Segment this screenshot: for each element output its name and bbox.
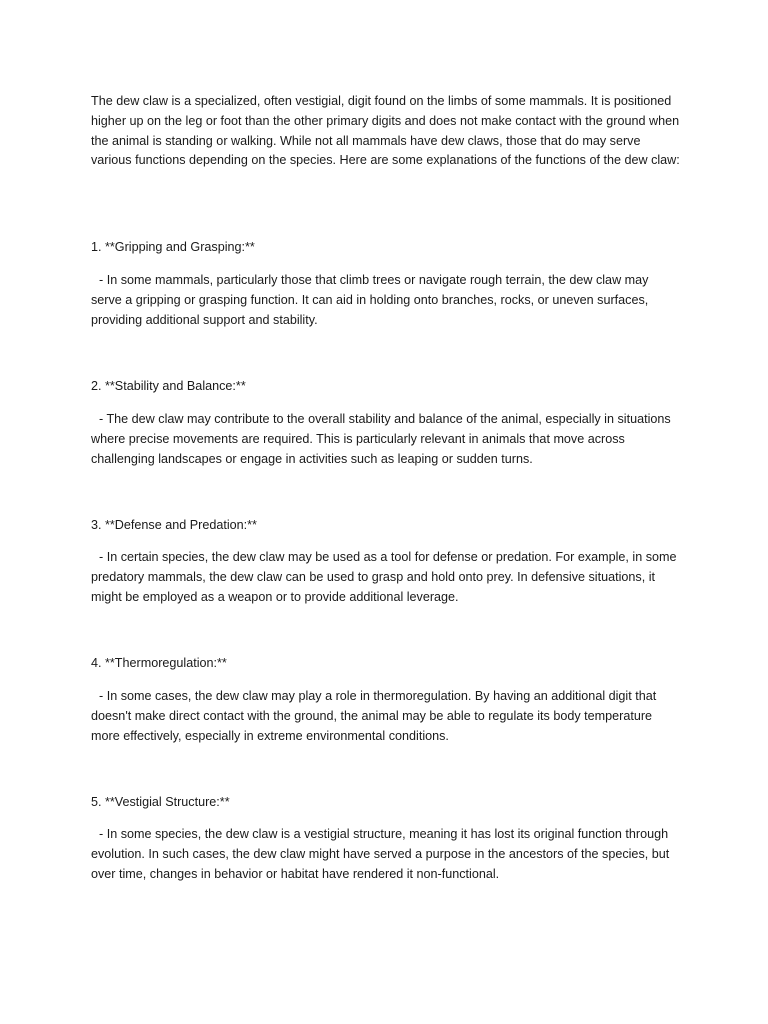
section-body-stability: - The dew claw may contribute to the overall stability and balance of the animal, especially in situations where precise movements are required. This is particularly relevant in animals that move across challenging landscapes or engage in activities such as leaping or sudden turns. (91, 412, 671, 466)
section-body-defense: - In certain species, the dew claw may be used as a tool for defense or predation. For example, in some predatory mammals, the dew claw can be used to grasp and hold onto prey. In defensive situations, it might be employed as a weapon or to provide additional leverage. (91, 550, 677, 604)
section-body-gripping: - In some mammals, particularly those that climb trees or navigate rough terrain, the dew claw may serve a gripping or grasping function. It can aid in holding onto branches, rocks, or uneven surfaces, providing additional support and stability. (91, 273, 649, 327)
section-heading-stability: 2. **Stability and Balance:** (91, 379, 246, 393)
section-heading-vestigial: 5. **Vestigial Structure:** (91, 795, 230, 809)
intro-paragraph: The dew claw is a specialized, often vestigial, digit found on the limbs of some mammals. It is positioned higher up on the leg or foot than the other primary digits and does not make contact with the ground when the animal is standing or walking. While not all mammals have dew claws, those that do may serve various functions depending on the species. Here are some explanations of the functions of the dew claw: (91, 94, 680, 168)
section-heading-defense: 3. **Defense and Predation:** (91, 518, 257, 532)
section-body-vestigial: - In some species, the dew claw is a vestigial structure, meaning it has lost its original function through evolution. In such cases, the dew claw might have served a purpose in the ancestors of the species, but over time, changes in behavior or habitat have rendered it non-functional. (91, 827, 670, 881)
section-heading-thermoregulation: 4. **Thermoregulation:** (91, 656, 227, 670)
section-heading-gripping: 1. **Gripping and Grasping:** (91, 240, 255, 254)
section-body-thermoregulation: - In some cases, the dew claw may play a role in thermoregulation. By having an additional digit that doesn't make direct contact with the ground, the animal may be able to regulate its body temperature more effectively, especially in extreme environmental conditions. (91, 689, 657, 743)
